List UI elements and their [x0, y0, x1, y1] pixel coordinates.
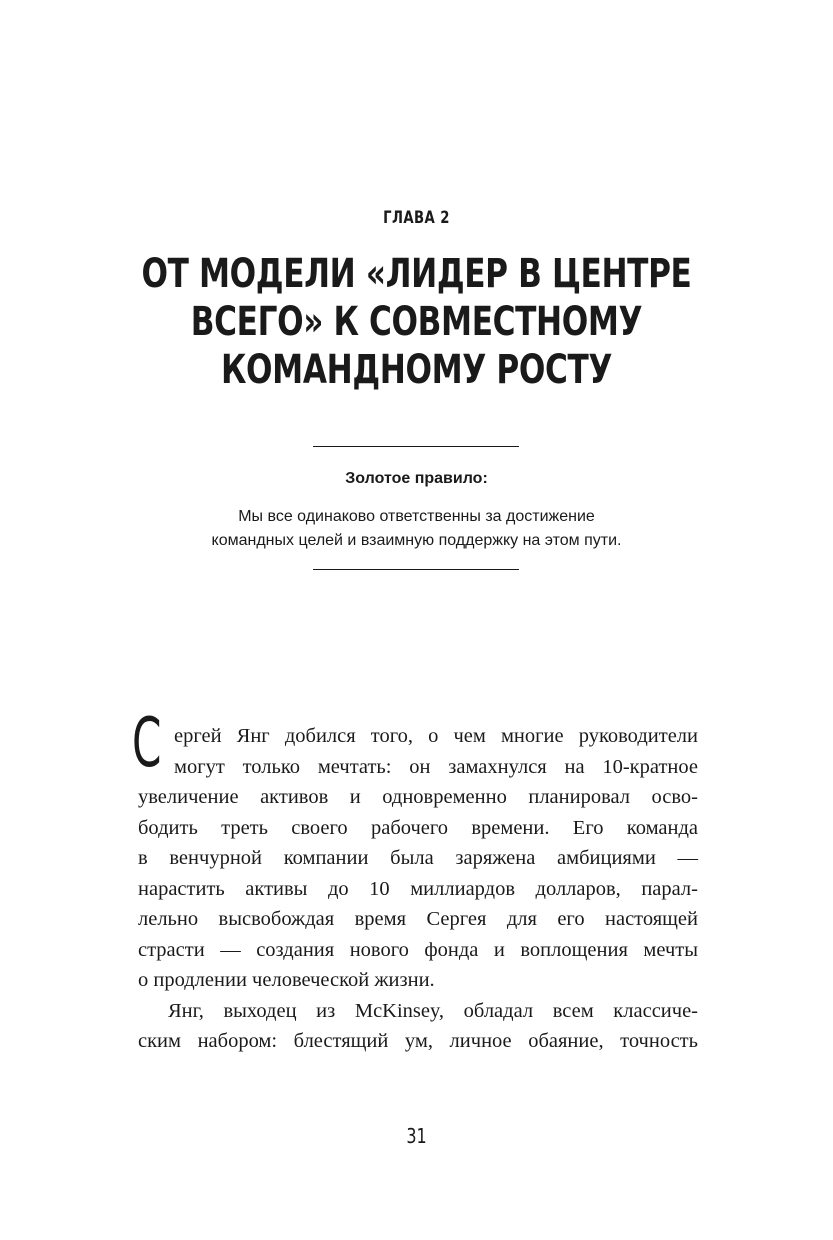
text-line: о продлении человеческой жизни. — [138, 969, 435, 991]
chapter-label: ГЛАВА 2 — [383, 208, 450, 228]
chapter-title — [92, 250, 742, 394]
golden-rule-line: командных целей и взаимную поддержку на этом пути. — [211, 532, 622, 549]
chapter-title-line: ВСЕГО» К СОВМЕСТНОМУ — [190, 299, 643, 345]
text-line: ским набором: блестящий ум, личное обаяние, точность — [138, 1030, 698, 1052]
text-line: увеличение активов и одновременно планировал осво- — [138, 786, 698, 808]
drop-cap: С — [132, 704, 162, 783]
text-line: бодить треть своего рабочего времени. Его команда — [138, 816, 698, 839]
golden-rule-heading: Золотое правило: — [345, 470, 488, 487]
text-line: Янг, выходец из McKinsey, обладал всем классиче- — [168, 999, 698, 1022]
chapter-title-line: КОМАНДНОМУ РОСТУ — [220, 347, 613, 393]
text-line: могут только мечтать: он замахнулся на 10-кратное — [174, 755, 698, 778]
text-line: в венчурной компании была заряжена амбициями — — [138, 847, 698, 869]
text-line: ергей Янг добился того, о чем многие руководители — [174, 725, 698, 747]
divider-top — [313, 446, 519, 447]
text-line: лельно высвобождая время Сергея для его настоящей — [138, 908, 698, 930]
golden-rule-text — [0, 505, 833, 553]
text-line: нарастить активы до 10 миллиардов долларов, парал- — [138, 877, 698, 900]
text-line: страсти — создания нового фонда и воплощения мечты — [138, 938, 698, 961]
chapter-title-line: ОТ МОДЕЛИ «ЛИДЕР В ЦЕНТРЕ — [141, 251, 692, 297]
golden-rule-line: Мы все одинаково ответственны за достижение — [238, 508, 595, 525]
body-text — [138, 721, 698, 1057]
page-number: 31 — [406, 1124, 427, 1148]
divider-bottom — [313, 569, 519, 570]
